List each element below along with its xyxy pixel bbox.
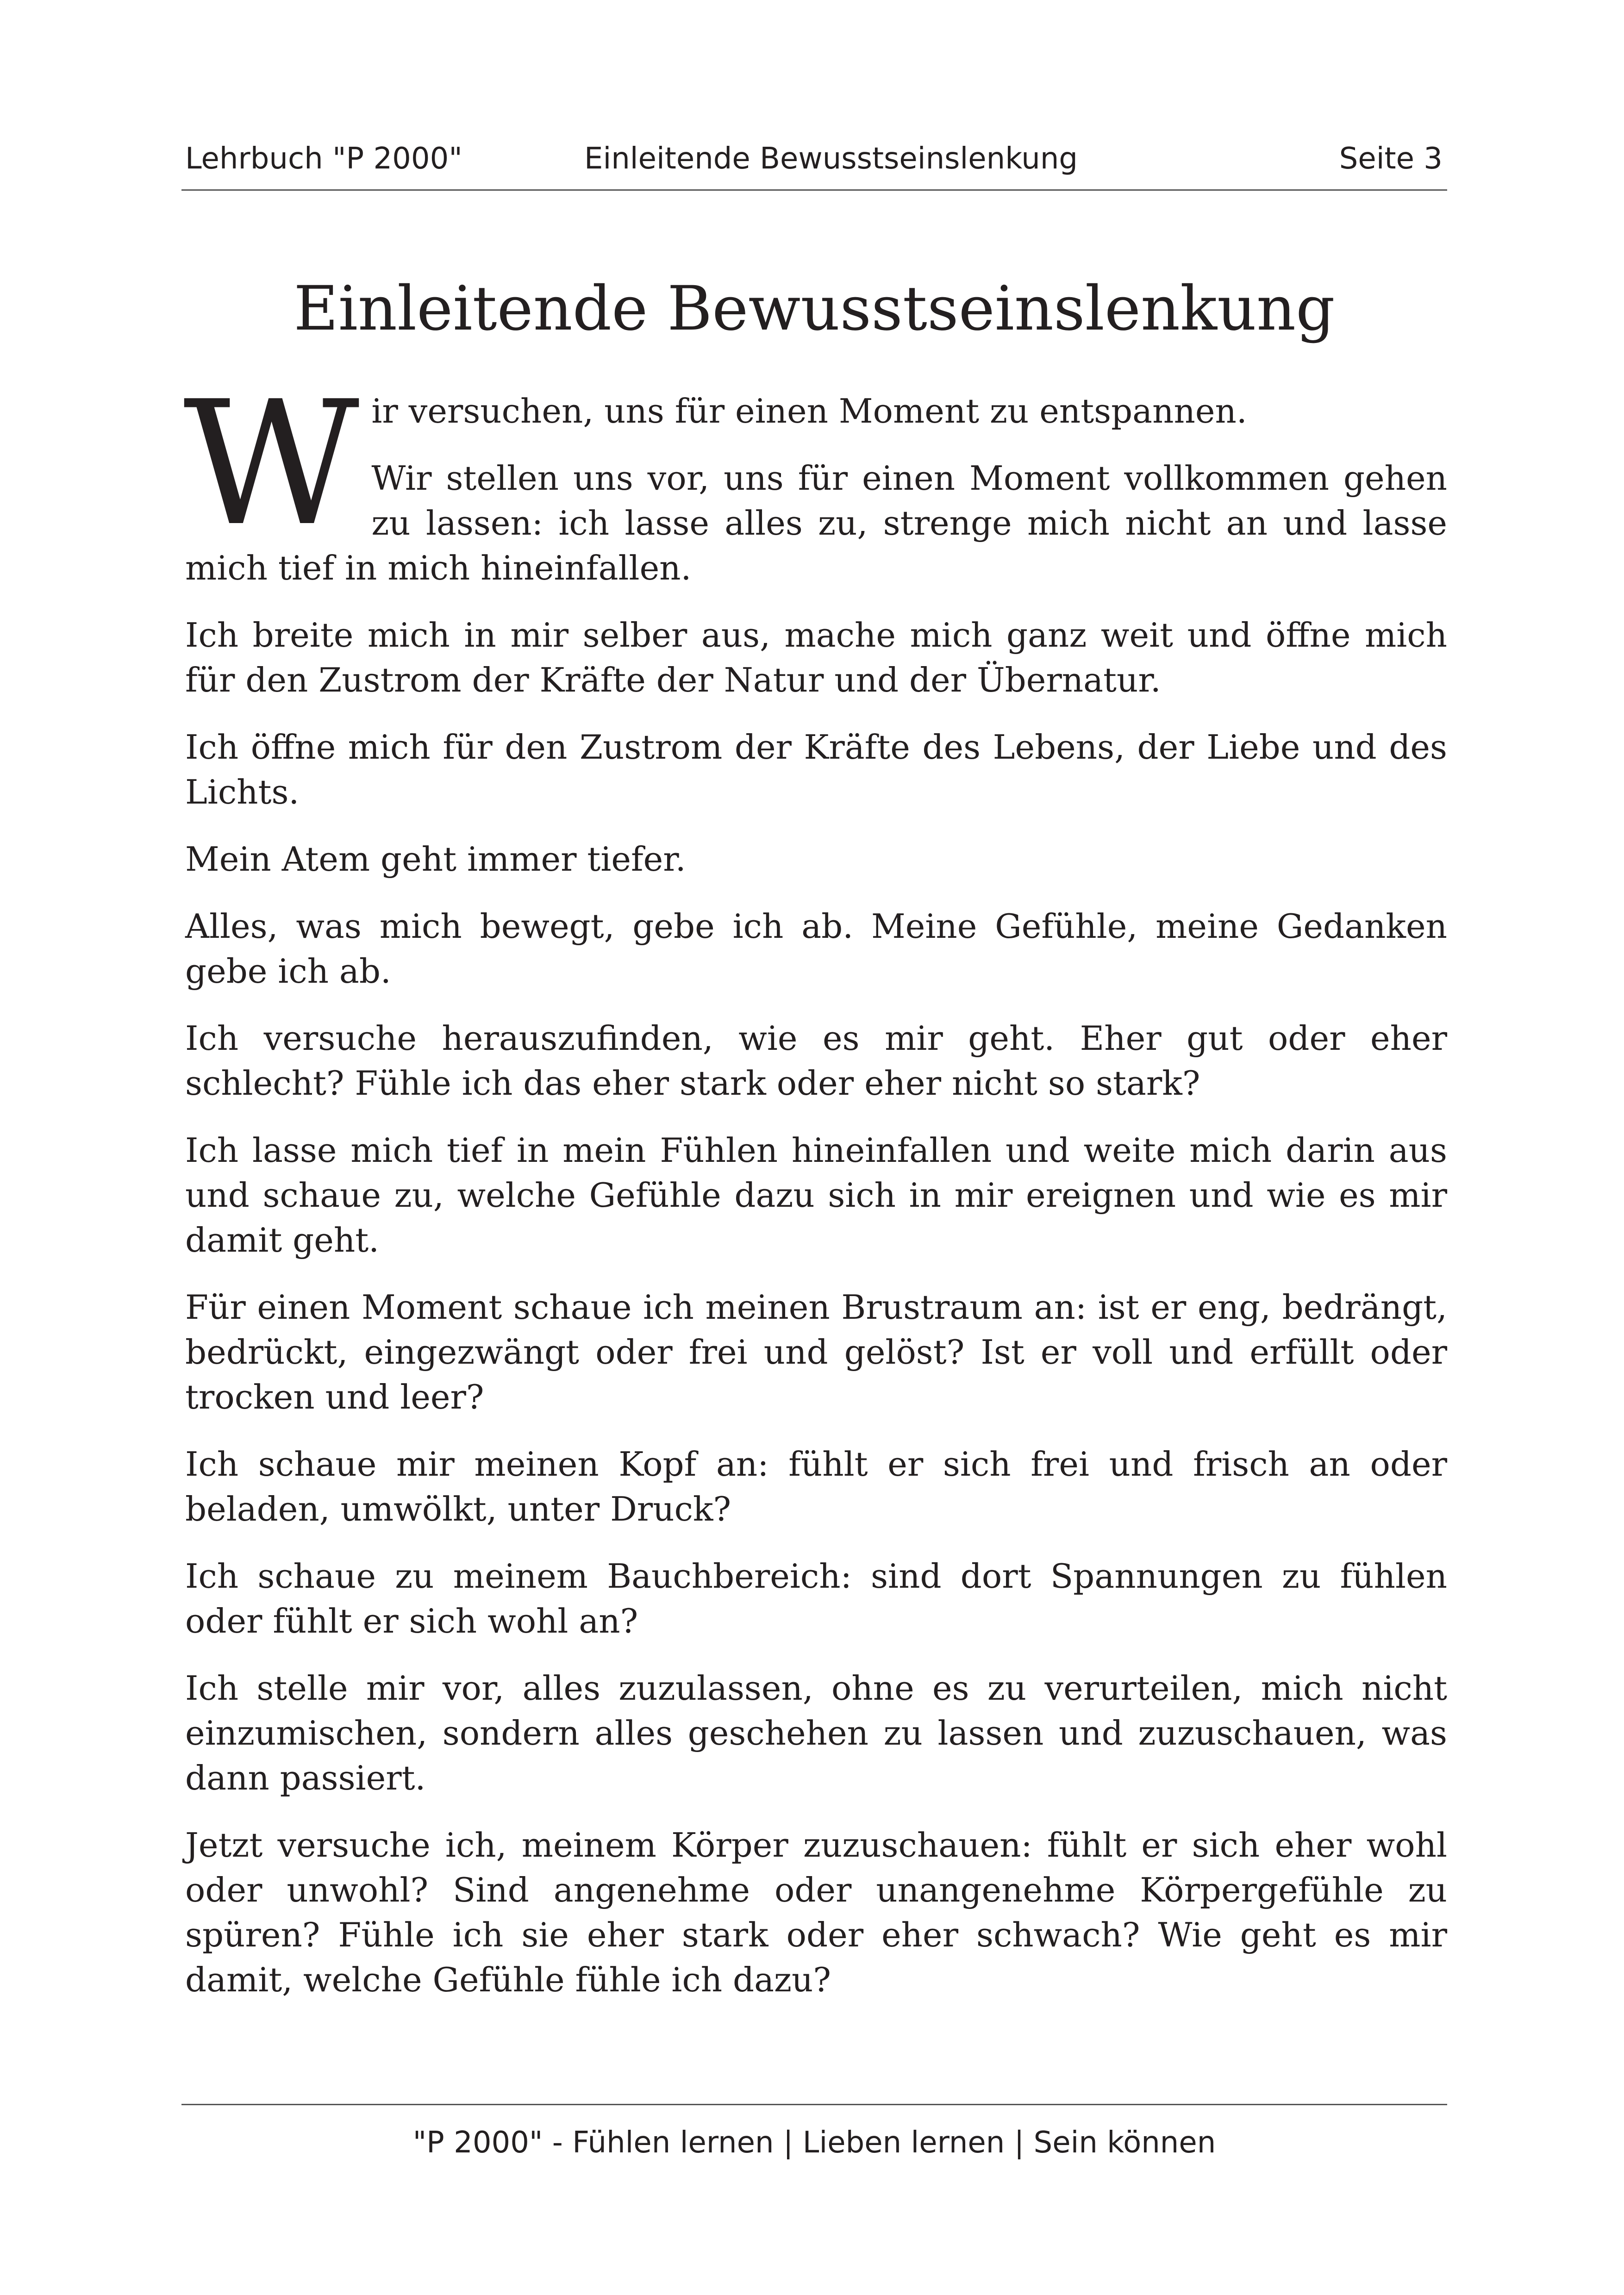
paragraph: Jetzt versuche ich, meinem Körper zuzuschauen: fühlt er sich eher wohl oder unwohl? Sind angenehme oder unangenehme Körpergefühle zu spüren? Fühle ich sie eher stark oder eher schwach? Wie geht es mir damit, welche Gefühle fühle ich dazu? (185, 1826, 1447, 1999)
page-title: Einleitende Bewusstseinslenkung (294, 273, 1335, 344)
paragraph: Ich stelle mir vor, alles zuzulassen, ohne es zu verurteilen, mich nicht einzumischen, sondern alles geschehen zu lassen und zuzuschauen, was dann passiert. (185, 1669, 1447, 1797)
footer-text: "P 2000" - Fühlen lernen | Lieben lernen | Sein können (412, 2126, 1216, 2160)
paragraph: Wir stellen uns vor, uns für einen Moment vollkommen gehen zu lassen: ich lasse alles zu, strenge mich nicht an und lasse mich tief in mich hineinfallen. (185, 459, 1447, 587)
drop-cap: W (183, 365, 360, 564)
paragraph: Ich breite mich in mir selber aus, mache mich ganz weit und öffne mich für den Zustrom der Kräfte der Natur und der Übernatur. (185, 616, 1447, 699)
paragraph: Ich öffne mich für den Zustrom der Kräfte des Lebens, der Liebe und des Lichts. (185, 728, 1447, 811)
paragraph: Für einen Moment schaue ich meinen Brustraum an: ist er eng, bedrängt, bedrückt, eingezwängt oder frei und gelöst? Ist er voll und erfüllt oder trocken und leer? (185, 1288, 1447, 1416)
paragraph: Alles, was mich bewegt, gebe ich ab. Meine Gefühle, meine Gedanken gebe ich ab. (185, 907, 1447, 991)
header-chapter-title: Einleitende Bewusstseinslenkung (584, 142, 1078, 176)
paragraph: Ich lasse mich tief in mein Fühlen hineinfallen und weite mich darin aus und schaue zu, welche Gefühle dazu sich in mir ereignen und wie es mir damit geht. (185, 1131, 1447, 1260)
paragraph: Ich versuche herauszufinden, wie es mir geht. Eher gut oder eher schlecht? Fühle ich das eher stark oder eher nicht so stark? (185, 1019, 1447, 1103)
body-text (183, 365, 1447, 2025)
paragraph: Ich schaue mir meinen Kopf an: fühlt er sich frei und frisch an oder beladen, umwölkt, unter Druck? (185, 1445, 1447, 1528)
page-footer (181, 2104, 1447, 2164)
page-header (181, 137, 1447, 191)
paragraph: Mein Atem geht immer tiefer. (185, 840, 686, 879)
paragraph: Ich schaue zu meinem Bauchbereich: sind dort Spannungen zu fühlen oder fühlt er sich wohl an? (185, 1557, 1447, 1640)
header-page-number: Seite 3 (1339, 142, 1443, 176)
header-book-title: Lehrbuch "P 2000" (185, 142, 462, 176)
paragraph-text: ir versuchen, uns für einen Moment zu entspannen. (371, 392, 1247, 430)
